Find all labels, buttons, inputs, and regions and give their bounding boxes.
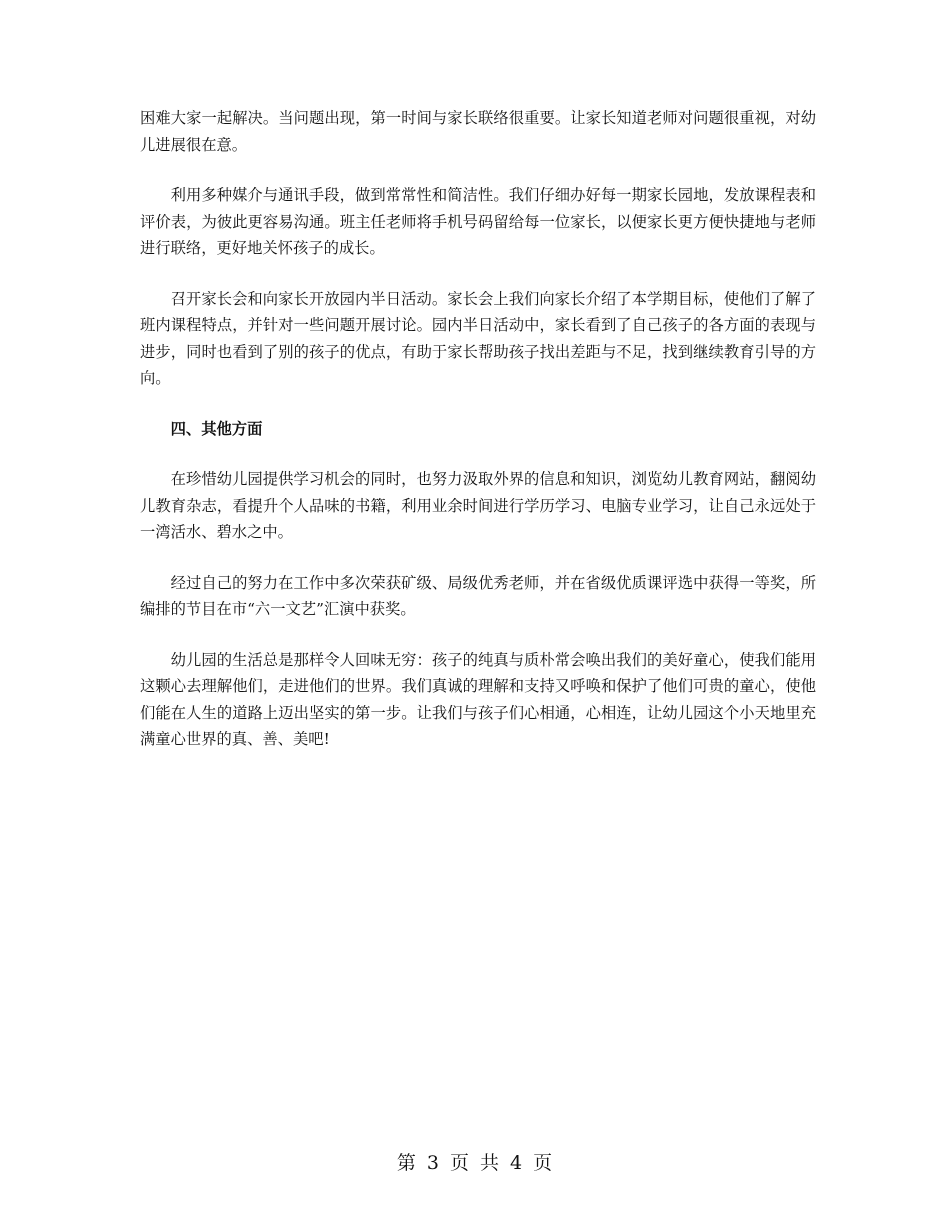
page-number-footer: 第 3 页 共 4 页 bbox=[396, 1152, 554, 1174]
section-heading: 四、其他方面 bbox=[170, 419, 263, 438]
paragraph-continued: 困难大家一起解决。当问题出现，第一时间与家长联络很重要。让家长知道老师对问题很重视，对幼儿进展很在意。 bbox=[140, 109, 816, 154]
document-body bbox=[140, 105, 816, 777]
paragraph-conclusion: 幼儿园的生活总是那样令人回味无穷：孩子的纯真与质朴常会唤出我们的美好童心，使我们能用这颗心去理解他们，走进他们的世界。我们真诚的理解和支持又呼唤和保护了他们可贵的童心，使他们能在人生的道路上迈出坚实的第一步。让我们与孩子们心相通，心相连，让幼儿园这个小天地里充满童心世界的真、善、美吧! bbox=[140, 650, 816, 748]
paragraph-self-learning: 在珍惜幼儿园提供学习机会的同时，也努力汲取外界的信息和知识，浏览幼儿教育网站，翻阅幼儿教育杂志，看提升个人品味的书籍，利用业余时间进行学历学习、电脑专业学习，让自己永远处于一湾活水、碧水之中。 bbox=[140, 470, 816, 541]
paragraph-awards: 经过自己的努力在工作中多次荣获矿级、局级优秀老师，并在省级优质课评选中获得一等奖，所编排的节目在市“六一文艺”汇演中获奖。 bbox=[140, 573, 816, 618]
paragraph-parent-meeting: 召开家长会和向家长开放园内半日活动。家长会上我们向家长介绍了本学期目标，使他们了解了班内课程特点，并针对一些问题开展讨论。园内半日活动中，家长看到了自己孩子的各方面的表现与进步，同时也看到了别的孩子的优点，有助于家长帮助孩子找出差距与不足，找到继续教育引导的方向。 bbox=[140, 289, 816, 387]
paragraph-communication-media: 利用多种媒介与通讯手段，做到常常性和简洁性。我们仔细办好每一期家长园地，发放课程表和评价表，为彼此更容易沟通。班主任老师将手机号码留给每一位家长，以便家长更方便快捷地与老师进行联络，更好地关怀孩子的成长。 bbox=[140, 186, 816, 257]
